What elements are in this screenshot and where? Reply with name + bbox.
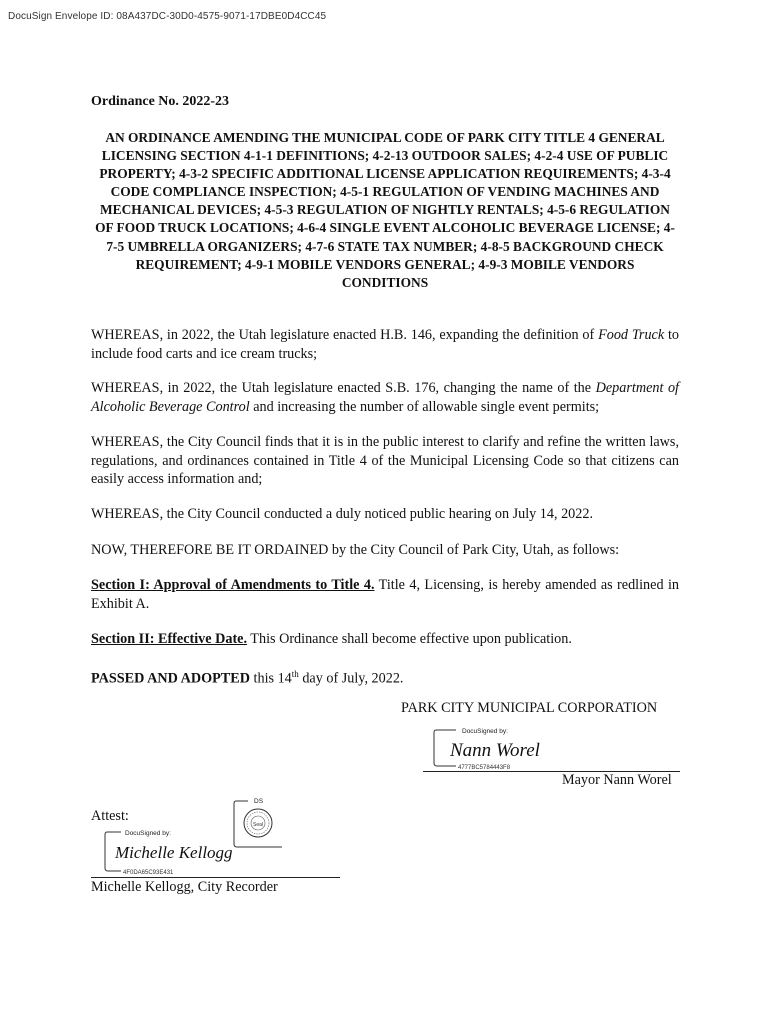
whereas-paragraph-1 — [91, 326, 679, 363]
section-1-text: Title 4, Licensing, is hereby amended as redlined in Exhibit A. — [91, 577, 679, 612]
clerk-signature-code: 4F0DA65C93E431 — [123, 870, 174, 876]
clerk-signature-script: Michelle Kellogg — [115, 843, 233, 862]
seal-text: Seal — [252, 822, 264, 828]
passed-date-text-end: day of July, 2022. — [298, 670, 404, 687]
section-1-heading: Section I: Approval of Amendments to Title 4. — [91, 577, 375, 593]
whereas-2-text-end: and increasing the number of allowable single event permits; — [249, 398, 600, 415]
passed-adopted-label: PASSED AND ADOPTED — [91, 670, 250, 687]
city-seal-icon — [244, 809, 272, 837]
clerk-signature-block — [103, 826, 233, 876]
mayor-signature-code: 4777BC5784443F8 — [458, 765, 511, 771]
passed-date-text: this 14 — [249, 670, 292, 687]
mayor-docusigned-label: DocuSigned by: — [462, 728, 508, 735]
section-2-paragraph — [91, 630, 679, 649]
mayor-signature-script: Nann Worel — [450, 740, 540, 761]
ordinance-number: Ordinance No. 2022-23 — [91, 94, 230, 109]
passed-adopted-paragraph — [91, 665, 679, 688]
ds-initials-stamp — [232, 796, 284, 850]
now-therefore-paragraph: NOW, THEREFORE BE IT ORDAINED by the City Council of Park City, Utah, as follows: — [91, 542, 620, 558]
whereas-2-emphasis: Department of Alcoholic Beverage Control — [91, 380, 679, 415]
mayor-signature-block — [432, 725, 544, 771]
clerk-signature-line — [91, 877, 340, 878]
section-1-paragraph — [91, 576, 679, 613]
clerk-docusigned-label: DocuSigned by: — [125, 830, 171, 837]
ds-label: DS — [254, 798, 264, 805]
attest-label: Attest: — [91, 808, 129, 824]
corporation-name: PARK CITY MUNICIPAL CORPORATION — [401, 700, 658, 716]
whereas-paragraph-2 — [91, 379, 679, 416]
whereas-paragraph-4: WHEREAS, the City Council conducted a duly noticed public hearing on July 14, 2022. — [91, 506, 594, 522]
whereas-1-text-end: to include food carts and ice cream trucks; — [91, 327, 680, 362]
whereas-paragraph-3: WHEREAS, the City Council finds that it is in the public interest to clarify and refine the written laws, regulations, and ordinances contained in Title 4 of the Municipal Licensing Code so that citizens can easily access information and; — [91, 434, 679, 487]
ordinance-title: AN ORDINANCE AMENDING THE MUNICIPAL CODE OF PARK CITY TITLE 4 GENERAL LICENSING SECTION 4-1-1 DEFINITIONS; 4-2-13 OUTDOOR SALES; 4-2-4 USE OF PUBLIC PROPERTY; 4-3-2 SPECIFIC ADDITIONAL LICENSE APPLICATION REQUIREMENTS; 4-3-4 CODE COMPLIANCE INSPECTION; 4-5-1 REGULATION OF VENDING MACHINES AND MECHANICAL DEVICES; 4-5-3 REGULATION OF NIGHTLY RENTALS; 4-5-6 REGULATION OF FOOD TRUCK LOCATIONS; 4-6-4 SINGLE EVENT ALCOHOLIC BEVERAGE LICENSE; 4-7-5 UMBRELLA ORGANIZERS; 4-7-6 STATE TAX NUMBER; 4-8-5 BACKGROUND CHECK REQUIREMENT; 4-9-1 MOBILE VENDORS GENERAL; 4-9-3 MOBILE VENDORS CONDITIONS — [95, 130, 675, 290]
passed-date-suffix: th — [291, 669, 299, 679]
section-2-text: This Ordinance shall become effective upon publication. — [247, 631, 572, 647]
whereas-1-text: WHEREAS, in 2022, the Utah legislature enacted H.B. 146, expanding the definition of — [91, 327, 599, 343]
whereas-2-text: WHEREAS, in 2022, the Utah legislature enacted S.B. 176, changing the name of the — [91, 380, 596, 396]
clerk-name: Michelle Kellogg, City Recorder — [91, 879, 278, 895]
mayor-name: Mayor Nann Worel — [562, 772, 672, 788]
envelope-id: DocuSign Envelope ID: 08A437DC-30D0-4575-9071-17DBE0D4CC45 — [8, 11, 327, 22]
section-2-heading: Section II: Effective Date. — [91, 631, 248, 647]
whereas-1-emphasis: Food Truck — [598, 327, 665, 343]
